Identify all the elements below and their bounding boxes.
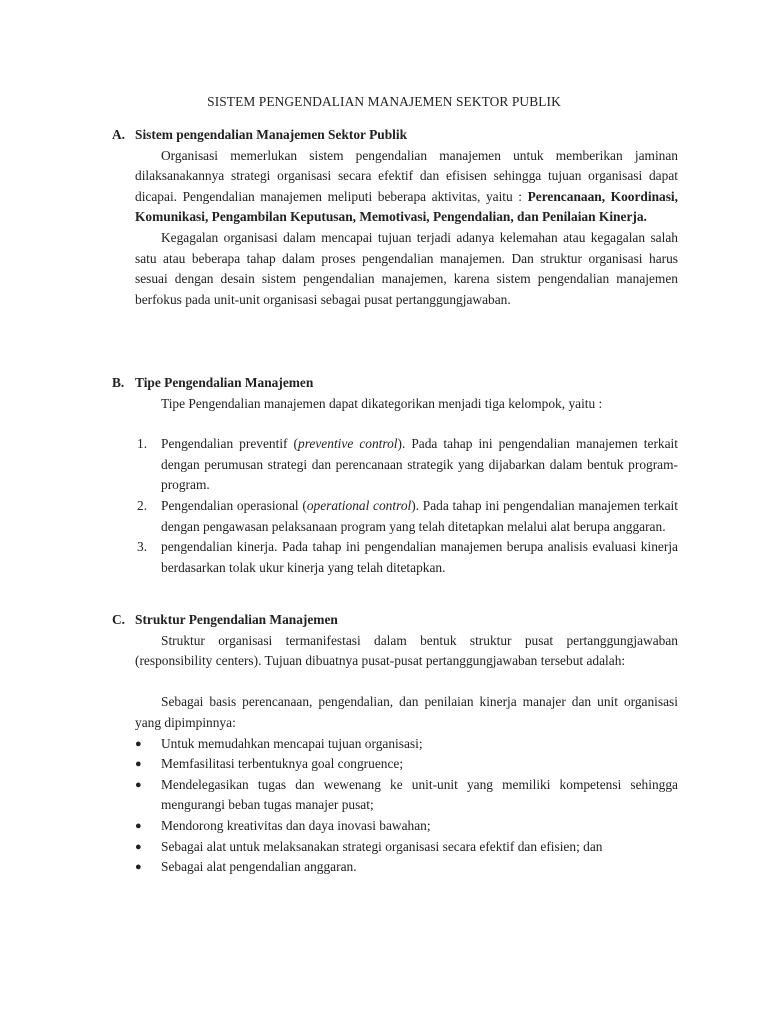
section-b-letter: B. (112, 375, 125, 390)
list-item-number: 2. (137, 497, 148, 513)
section-a-paragraph-1 (135, 146, 678, 228)
bullet-icon: ● (135, 861, 142, 874)
section-c-heading (112, 610, 678, 631)
list-item-number: 3. (137, 539, 148, 555)
list-item-text: Pengendalian preventif ( (161, 436, 299, 452)
list-item-text: Sebagai alat pengendalian anggaran. (161, 859, 357, 875)
list-item (112, 816, 678, 837)
section-a-activities: Perencanaan, Koordinasi, Komunikasi, Pengambilan Keputusan, Memotivasi, Pengendalian, dan Penilaian Kinerja. (135, 188, 678, 225)
list-item (112, 857, 678, 878)
bullet-icon: ● (135, 778, 142, 791)
list-item-italic-term: operational control (306, 497, 412, 513)
list-item (112, 734, 678, 755)
list-item-text: Sebagai alat untuk melaksanakan strategi organisasi secara efektif dan efisien; dan (161, 838, 603, 854)
bullet-icon: ● (135, 737, 142, 750)
list-item (112, 837, 678, 858)
bullet-icon: ● (135, 840, 142, 853)
bullet-icon: ● (135, 819, 142, 832)
control-type-list (112, 434, 678, 578)
list-item-text: pengendalian kinerja. Pada tahap ini pengendalian manajemen berupa analisis evaluasi kinerja berdasarkan tolak ukur kinerja yang telah ditetapkan. (161, 539, 678, 575)
list-item (112, 537, 678, 578)
section-b-title: Tipe Pengendalian Manajemen (135, 375, 314, 390)
list-item-text: Untuk memudahkan mencapai tujuan organisasi; (161, 735, 423, 751)
list-item (112, 496, 678, 537)
section-a-paragraph-1-text: Organisasi memerlukan sistem pengendalian manajemen untuk memberikan jaminan dilaksanakannya strategi organisasi secara efektif dan efisisen sehingga tujuan organisasi dapat dicapai. Pengendalian manajemen meliputi beberapa aktivitas, yaitu : (135, 147, 678, 204)
section-b-heading (112, 373, 678, 394)
section-a-paragraph-2: Kegagalan organisasi dalam mencapai tujuan terjadi adanya kelemahan atau kegagalan salah satu atau beberapa tahap dalam proses pengendalian manajemen. Dan struktur organisasi harus sesuai dengan desain sistem pengendalian manajemen, karena sistem pengendalian manajemen berfokus pada unit-unit organisasi sebagai pusat pertanggungjawaban. (135, 229, 678, 307)
purpose-bullet-list (112, 734, 678, 878)
list-item-number: 1. (137, 436, 148, 452)
page-title: SISTEM PENGENDALIAN MANAJEMEN SEKTOR PUBLIK (207, 94, 561, 109)
section-a-letter: A. (112, 127, 126, 142)
section-c-letter: C. (112, 612, 126, 627)
list-item (112, 434, 678, 496)
section-a-heading (112, 125, 678, 146)
list-item-text: Pengendalian operasional ( (161, 497, 307, 513)
bullet-icon: ● (135, 758, 142, 771)
section-c-title: Struktur Pengendalian Manajemen (135, 612, 338, 627)
section-a (112, 125, 678, 310)
list-item-text: Mendorong kreativitas dan daya inovasi bawahan; (161, 817, 431, 833)
list-item-text: Mendelegasikan tugas dan wewenang ke unit-unit yang memiliki kompetensi sehingga mengurangi beban tugas manajer pusat; (161, 776, 678, 813)
section-b-intro: Tipe Pengendalian manajemen dapat dikategorikan menjadi tiga kelompok, yaitu : (161, 395, 603, 411)
section-b (112, 373, 678, 578)
list-item-text-rest: ). Pada tahap ini pengendalian manajemen terkait dengan pengawasan pelaksanaan program yang telah ditetapkan melalui alat berupa anggaran. (161, 497, 678, 534)
list-item-text-rest: ). Pada tahap ini pengendalian manajemen terkait dengan perumusan strategi dan perencanaan strategik yang dijabarkan dalam bentuk program-program. (161, 436, 678, 493)
section-c (112, 610, 678, 878)
section-c-paragraph-2: Sebagai basis perencanaan, pengendalian, dan penilaian kinerja manajer dan unit organisasi yang dipimpinnya: (135, 694, 678, 730)
list-item (112, 775, 678, 816)
list-item-text: Memfasilitasi terbentuknya goal congruence; (161, 756, 404, 772)
section-a-title: Sistem pengendalian Manajemen Sektor Publik (135, 127, 408, 142)
list-item-italic-term: preventive control (298, 436, 398, 452)
list-item (112, 754, 678, 775)
section-c-paragraph-1: Struktur organisasi termanifestasi dalam bentuk struktur pusat pertanggungjawaban (responsibility centers). Tujuan dibuatnya pusat-pusat pertanggungjawaban tersebut adalah: (135, 632, 678, 669)
